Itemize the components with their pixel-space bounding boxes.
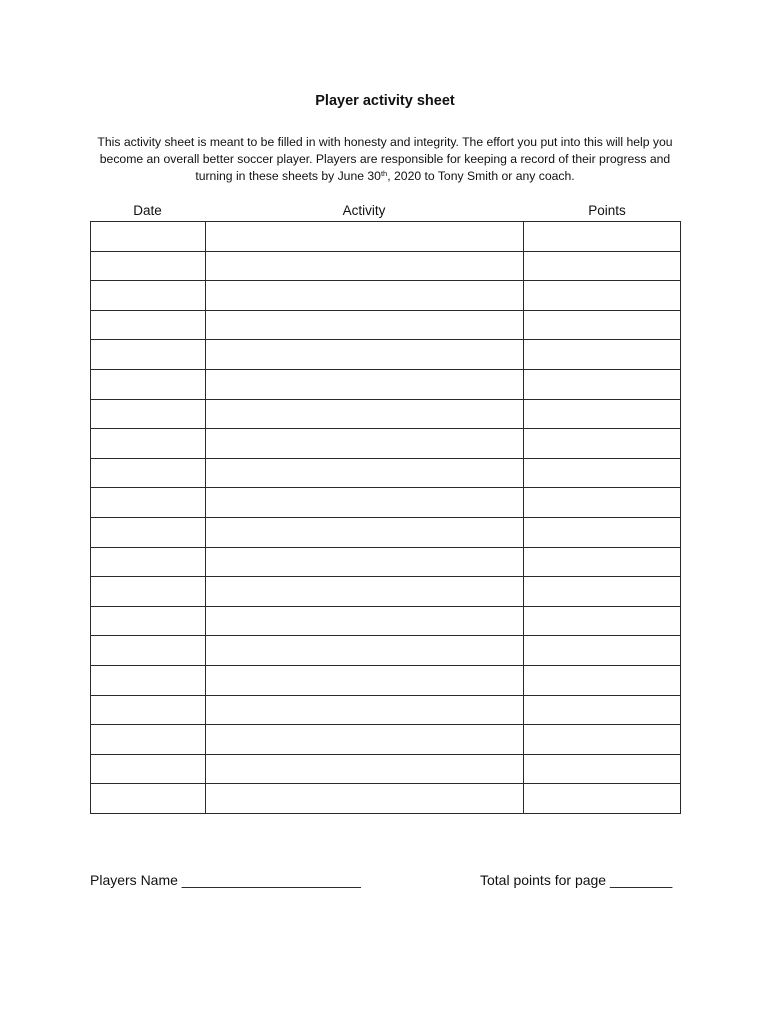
points-cell[interactable] xyxy=(524,695,681,725)
table-row xyxy=(91,399,681,429)
table-row xyxy=(91,665,681,695)
date-cell[interactable] xyxy=(91,695,206,725)
points-cell[interactable] xyxy=(524,547,681,577)
table-row xyxy=(91,636,681,666)
table-row xyxy=(91,725,681,755)
activity-cell[interactable] xyxy=(206,458,524,488)
points-cell[interactable] xyxy=(524,488,681,518)
date-cell[interactable] xyxy=(91,606,206,636)
date-cell[interactable] xyxy=(91,636,206,666)
date-cell[interactable] xyxy=(91,488,206,518)
date-cell[interactable] xyxy=(91,725,206,755)
column-header-activity: Activity xyxy=(342,203,386,218)
activity-cell[interactable] xyxy=(206,251,524,281)
points-cell[interactable] xyxy=(524,517,681,547)
date-cell[interactable] xyxy=(91,665,206,695)
points-cell[interactable] xyxy=(524,754,681,784)
activity-cell[interactable] xyxy=(206,665,524,695)
points-cell[interactable] xyxy=(524,458,681,488)
table-row xyxy=(91,429,681,459)
activity-cell[interactable] xyxy=(206,281,524,311)
activity-cell[interactable] xyxy=(206,606,524,636)
date-cell[interactable] xyxy=(91,784,206,814)
table-row xyxy=(91,784,681,814)
points-cell[interactable] xyxy=(524,636,681,666)
activity-cell[interactable] xyxy=(206,517,524,547)
points-cell[interactable] xyxy=(524,577,681,607)
date-cell[interactable] xyxy=(91,310,206,340)
activity-table xyxy=(90,221,681,814)
date-cell[interactable] xyxy=(91,577,206,607)
table-row xyxy=(91,754,681,784)
date-cell[interactable] xyxy=(91,399,206,429)
table-row xyxy=(91,606,681,636)
points-cell[interactable] xyxy=(524,281,681,311)
date-cell[interactable] xyxy=(91,369,206,399)
points-cell[interactable] xyxy=(524,725,681,755)
column-header-points: Points xyxy=(588,203,626,218)
table-row xyxy=(91,458,681,488)
table-row xyxy=(91,281,681,311)
activity-cell[interactable] xyxy=(206,399,524,429)
points-cell[interactable] xyxy=(524,665,681,695)
date-cell[interactable] xyxy=(91,458,206,488)
date-cell[interactable] xyxy=(91,429,206,459)
intro-text-end: , 2020 to Tony Smith or any coach. xyxy=(387,169,575,183)
intro-paragraph xyxy=(90,134,680,185)
table-row xyxy=(91,488,681,518)
players-name-field[interactable]: Players Name _______________________ xyxy=(90,872,361,888)
date-cell[interactable] xyxy=(91,547,206,577)
page-title: Player activity sheet xyxy=(315,93,455,109)
column-header-date: Date xyxy=(133,203,162,218)
table-row xyxy=(91,577,681,607)
activity-cell[interactable] xyxy=(206,369,524,399)
table-row xyxy=(91,340,681,370)
activity-cell[interactable] xyxy=(206,695,524,725)
activity-cell[interactable] xyxy=(206,784,524,814)
activity-cell[interactable] xyxy=(206,222,524,252)
date-cell[interactable] xyxy=(91,340,206,370)
points-cell[interactable] xyxy=(524,399,681,429)
table-row xyxy=(91,251,681,281)
date-cell[interactable] xyxy=(91,517,206,547)
points-cell[interactable] xyxy=(524,784,681,814)
activity-cell[interactable] xyxy=(206,725,524,755)
activity-cell[interactable] xyxy=(206,577,524,607)
date-cell[interactable] xyxy=(91,754,206,784)
activity-cell[interactable] xyxy=(206,636,524,666)
date-cell[interactable] xyxy=(91,281,206,311)
table-row xyxy=(91,517,681,547)
date-cell[interactable] xyxy=(91,251,206,281)
activity-table-body xyxy=(91,222,681,814)
points-cell[interactable] xyxy=(524,251,681,281)
points-cell[interactable] xyxy=(524,222,681,252)
activity-cell[interactable] xyxy=(206,429,524,459)
activity-cell[interactable] xyxy=(206,340,524,370)
table-row xyxy=(91,695,681,725)
activity-cell[interactable] xyxy=(206,310,524,340)
table-row xyxy=(91,369,681,399)
table-row xyxy=(91,547,681,577)
table-row xyxy=(91,310,681,340)
ordinal-suffix: th xyxy=(380,169,388,178)
activity-cell[interactable] xyxy=(206,754,524,784)
total-points-field[interactable]: Total points for page ________ xyxy=(480,872,673,888)
points-cell[interactable] xyxy=(524,310,681,340)
table-row xyxy=(91,222,681,252)
points-cell[interactable] xyxy=(524,340,681,370)
points-cell[interactable] xyxy=(524,369,681,399)
activity-cell[interactable] xyxy=(206,488,524,518)
date-cell[interactable] xyxy=(91,222,206,252)
intro-text: This activity sheet is meant to be filled in with honesty and integrity. The effort you put into this will help you become an overall better soccer player. Players are responsible for keeping a record of their progress and turning in these sheets by June 30 xyxy=(97,135,673,183)
points-cell[interactable] xyxy=(524,606,681,636)
points-cell[interactable] xyxy=(524,429,681,459)
activity-cell[interactable] xyxy=(206,547,524,577)
